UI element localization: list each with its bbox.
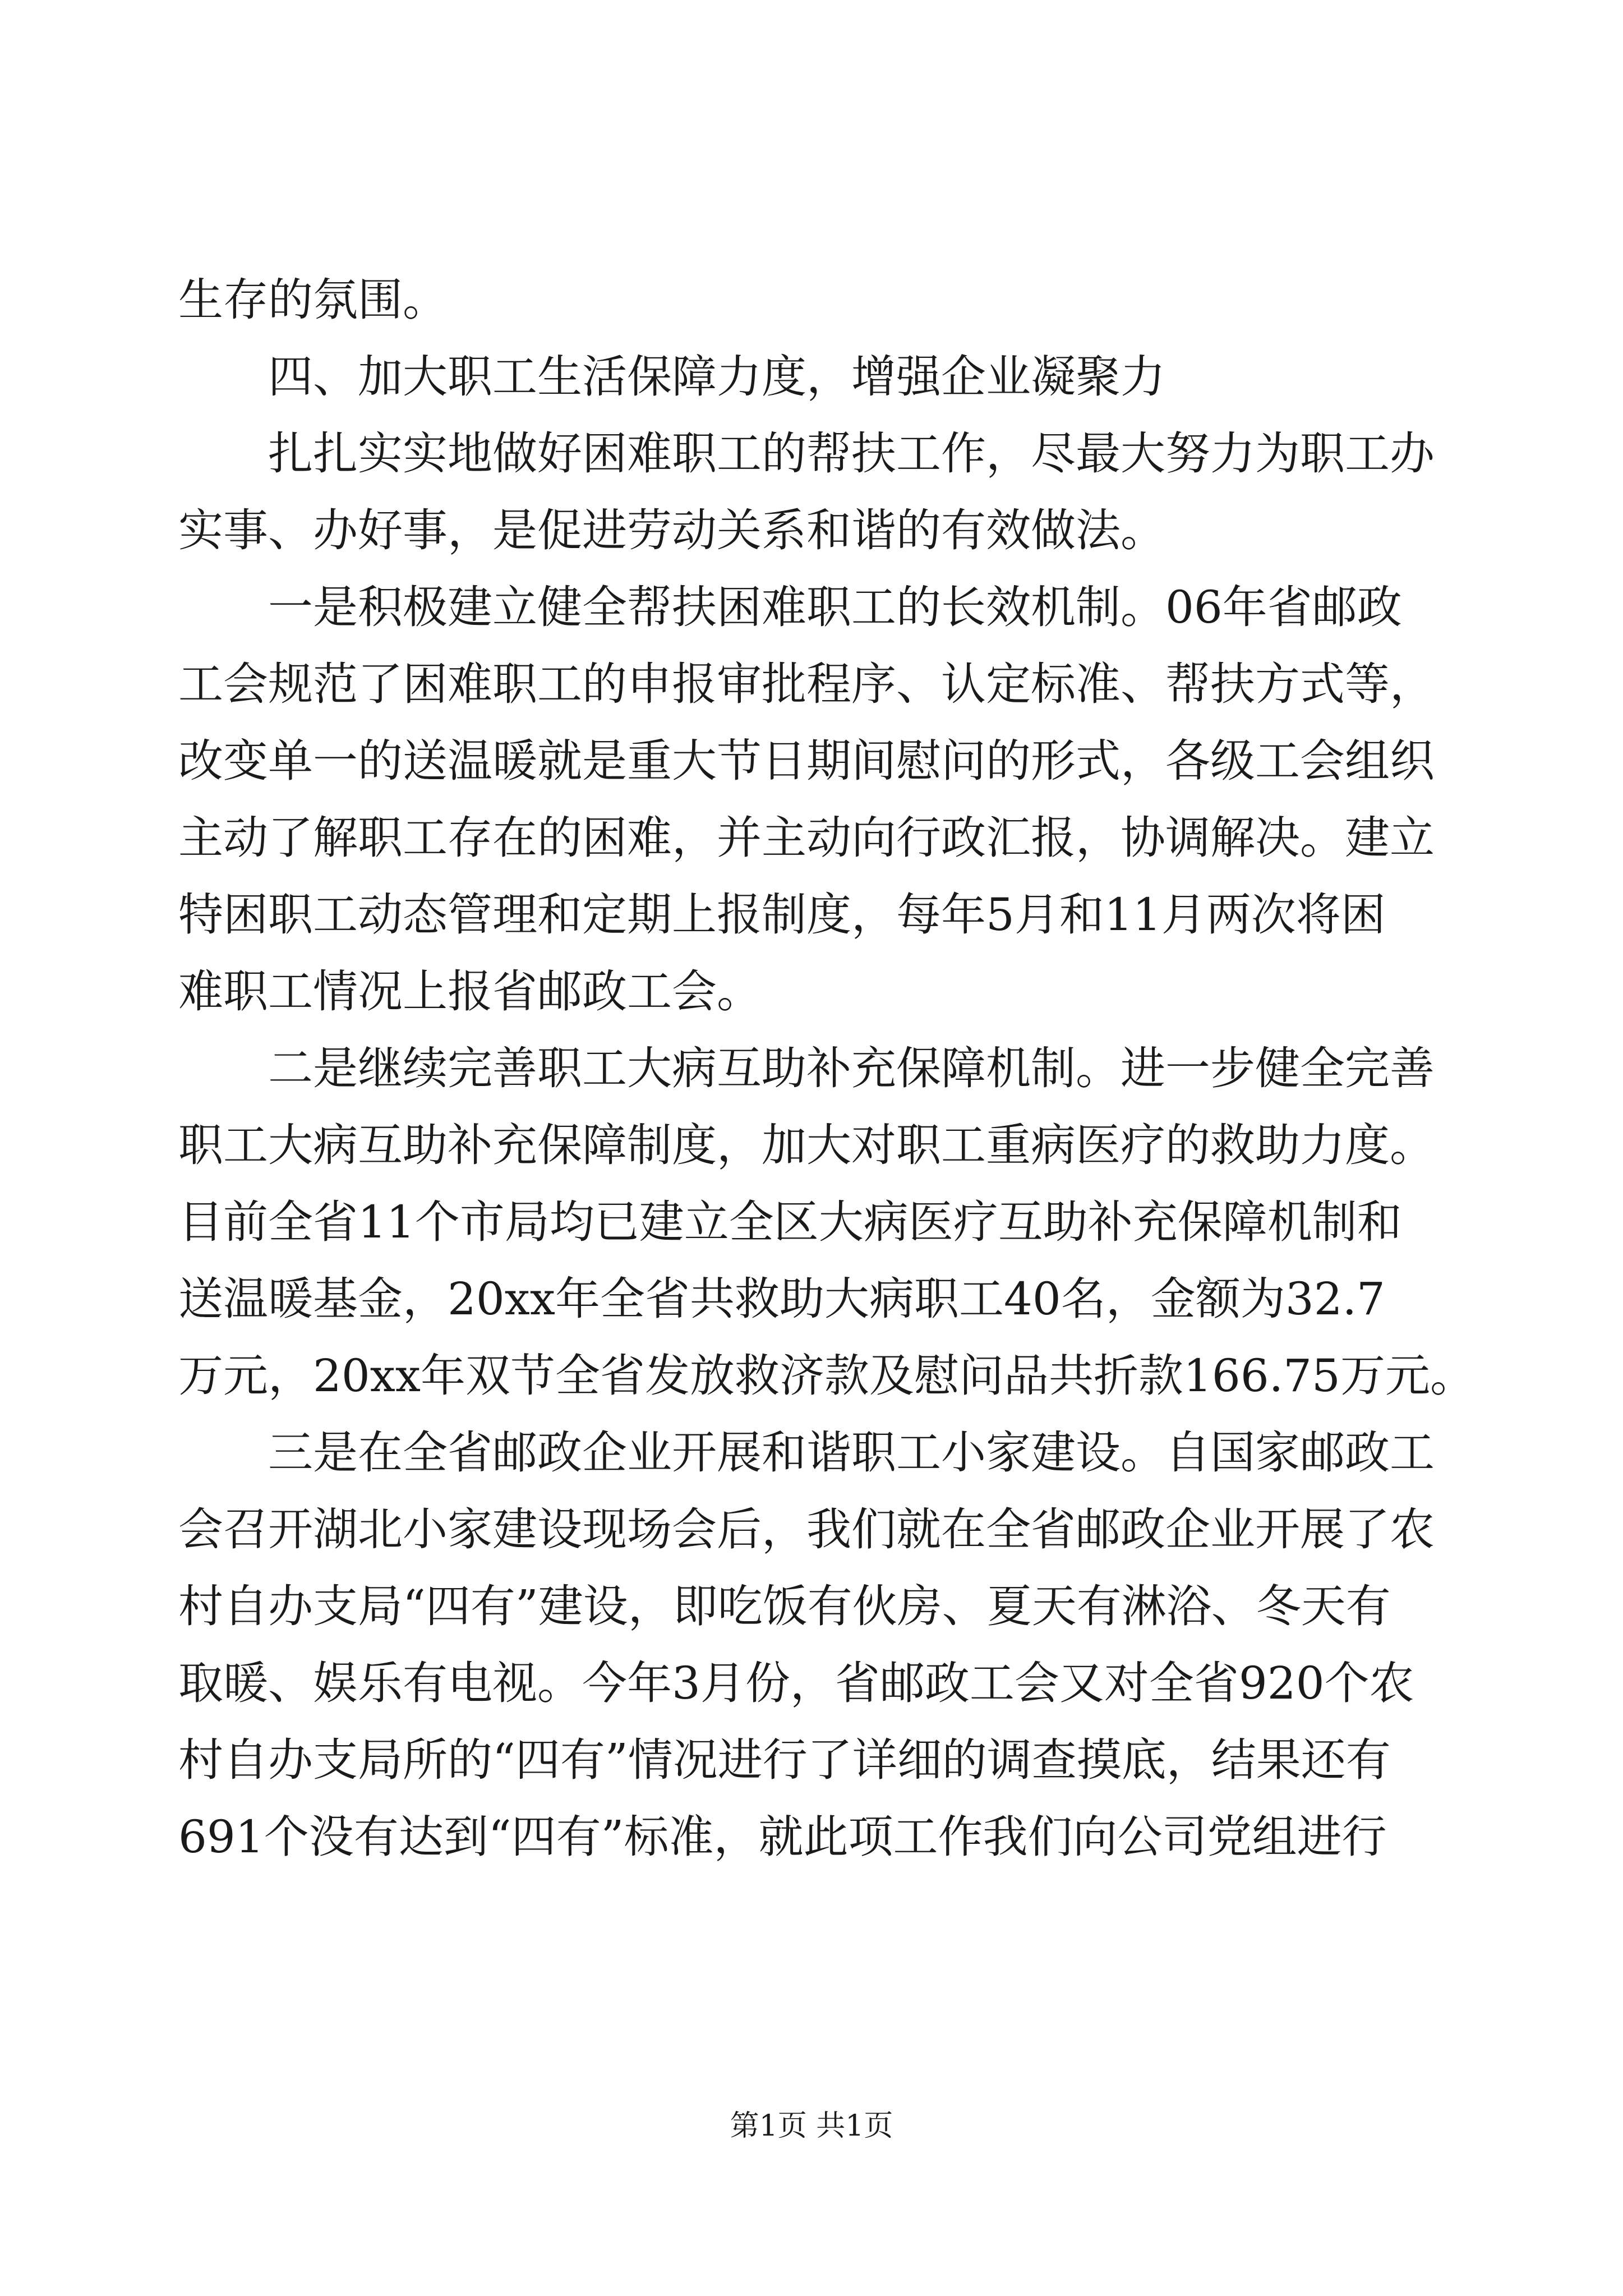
text-line: 扎扎实实地做好困难职工的帮扶工作，尽最大努力为职工办 bbox=[268, 427, 1435, 480]
text-line: 村自办支局“四有”建设，即吃饭有伙房、夏天有淋浴、冬天有 bbox=[178, 1580, 1391, 1632]
text-line: 主动了解职工存在的困难，并主动向行政汇报，协调解决。建立 bbox=[178, 812, 1435, 864]
text-line: 二是继续完善职工大病互助补充保障机制。进一步健全完善 bbox=[268, 1042, 1435, 1094]
text-line: 工会规范了困难职工的申报审批程序、认定标准、帮扶方式等， bbox=[178, 658, 1435, 710]
text-line: 村自办支局所的“四有”情况进行了详细的调查摸底，结果还有 bbox=[178, 1734, 1391, 1786]
text-line: 四、加大职工生活保障力度，增强企业凝聚力 bbox=[268, 351, 1165, 403]
text-line: 生存的氛围。 bbox=[178, 274, 448, 326]
text-line: 送温暖基金，20xx年全省共救助大病职工40名，金额为32.7 bbox=[178, 1273, 1385, 1325]
text-line: 万元，20xx年双节全省发放救济款及慰问品共折款166.75万元。 bbox=[178, 1350, 1475, 1402]
text-line: 实事、办好事，是促进劳动关系和谐的有效做法。 bbox=[178, 504, 1165, 556]
text-line: 难职工情况上报省邮政工会。 bbox=[178, 965, 762, 1018]
text-line: 691个没有达到“四有”标准，就此项工作我们向公司党组进行 bbox=[178, 1811, 1387, 1863]
text-line: 会召开湖北小家建设现场会后，我们就在全省邮政企业开展了农 bbox=[178, 1503, 1435, 1556]
text-line: 职工大病互助补充保障制度，加大对职工重病医疗的救助力度。 bbox=[178, 1119, 1435, 1171]
text-line: 特困职工动态管理和定期上报制度，每年5月和11月两次将困 bbox=[178, 889, 1386, 941]
text-line: 目前全省11个市局均已建立全区大病医疗互助补充保障机制和 bbox=[178, 1196, 1402, 1248]
text-line: 改变单一的送温暖就是重大节日期间慰问的形式，各级工会组织 bbox=[178, 735, 1435, 787]
document-body bbox=[178, 266, 1475, 1880]
page-footer: 第1页 共1页 bbox=[730, 2109, 893, 2143]
text-line: 取暖、娱乐有电视。今年3月份，省邮政工会又对全省920个农 bbox=[178, 1657, 1414, 1709]
text-line: 三是在全省邮政企业开展和谐职工小家建设。自国家邮政工 bbox=[268, 1427, 1435, 1479]
text-line: 一是积极建立健全帮扶困难职工的长效机制。06年省邮政 bbox=[268, 581, 1402, 633]
